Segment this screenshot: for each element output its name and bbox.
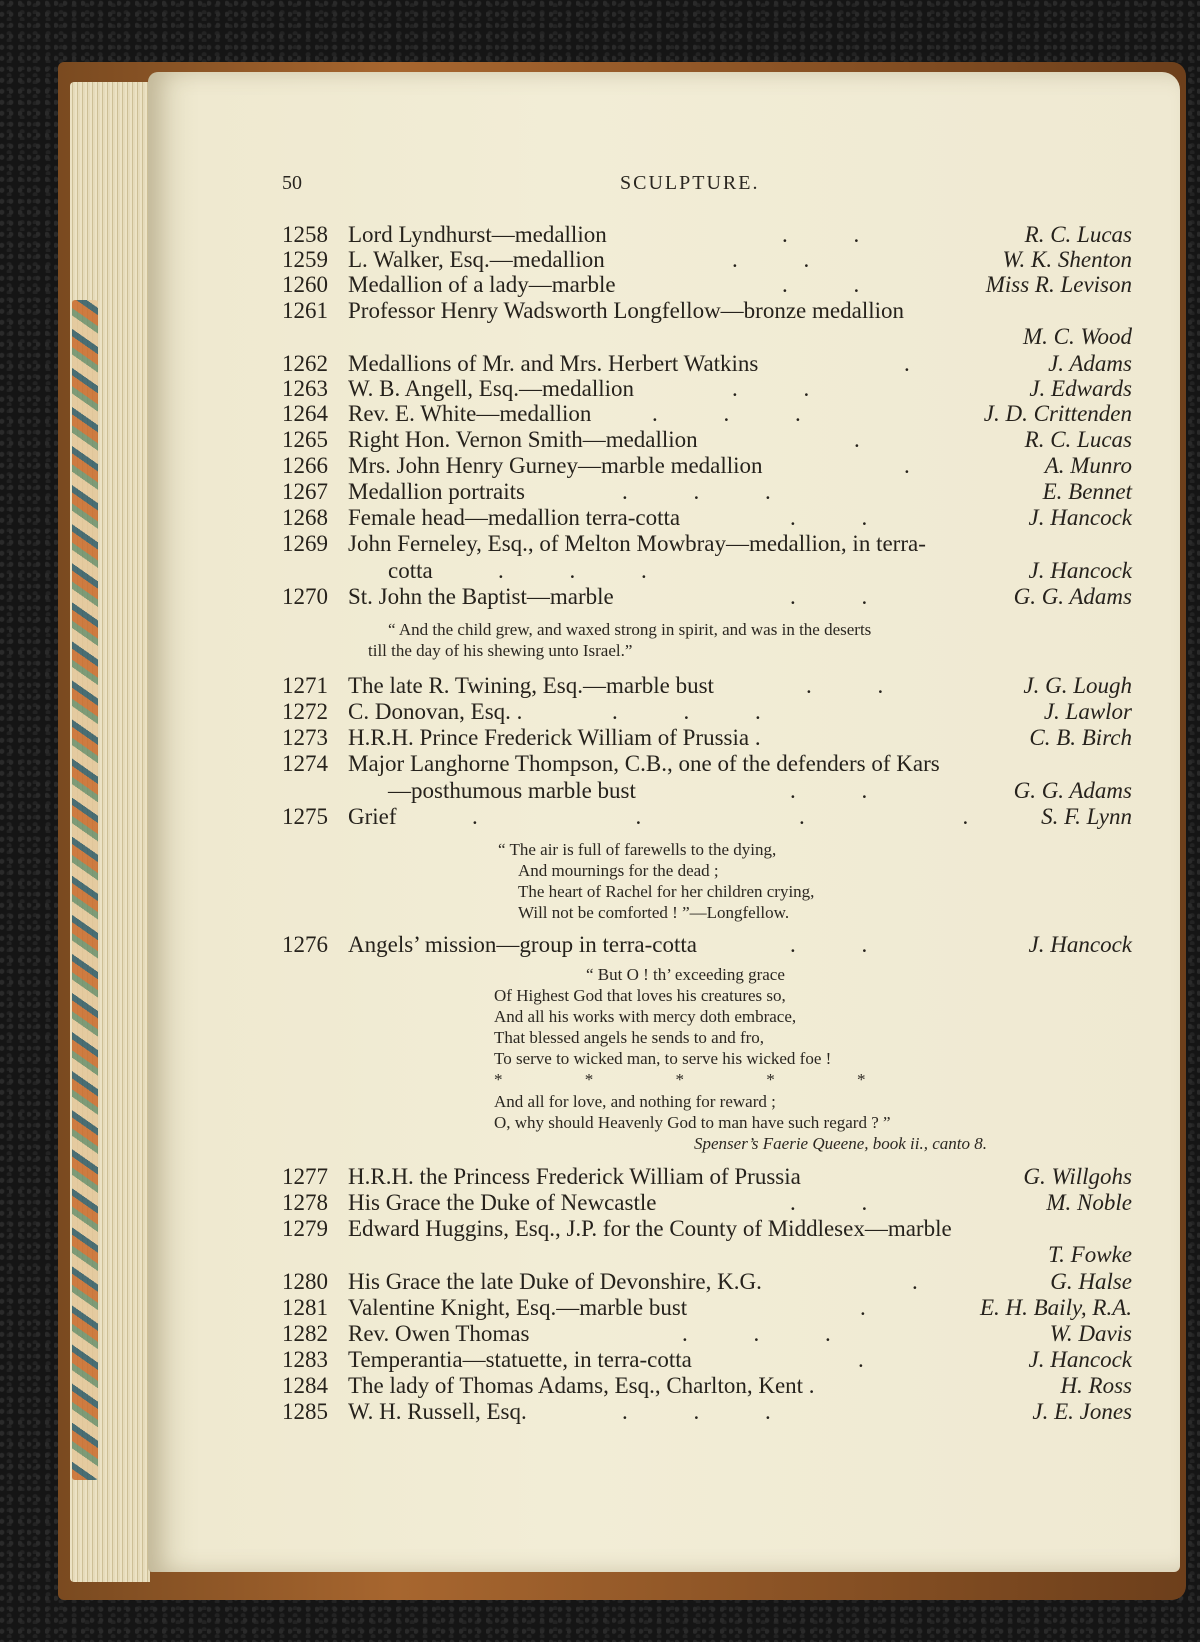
leader-dots: . . bbox=[790, 778, 868, 803]
entry-title: Angels’ mission—group in terra-cotta bbox=[348, 932, 697, 957]
catalogue-entry bbox=[282, 1398, 1132, 1426]
quote-line: To serve to wicked man, to serve his wicked foe ! bbox=[494, 1049, 832, 1068]
entry-artist: J. Adams bbox=[1048, 351, 1132, 376]
running-head bbox=[282, 172, 1082, 202]
entry-number: 1264 bbox=[282, 401, 328, 426]
catalogue-entry-continuation bbox=[282, 777, 1132, 805]
catalogue-entry bbox=[282, 530, 1132, 558]
entry-number: 1261 bbox=[282, 298, 328, 323]
catalogue-entry bbox=[282, 1320, 1132, 1348]
catalogue-entry-continuation bbox=[282, 1241, 1132, 1269]
entry-number: 1271 bbox=[282, 673, 328, 698]
catalogue-entry bbox=[282, 221, 1132, 249]
leader-dots: . . . bbox=[652, 401, 801, 426]
leader-dots: . . bbox=[732, 247, 810, 272]
entry-title: Rev. E. White—medallion bbox=[348, 401, 592, 426]
entry-title: John Ferneley, Esq., of Melton Mowbray—medallion, in terra- bbox=[348, 531, 926, 556]
entry-artist: J. Hancock bbox=[1028, 1347, 1132, 1372]
leader-dots: . . bbox=[790, 505, 868, 530]
entry-artist: M. C. Wood bbox=[1022, 324, 1132, 349]
entry-number: 1272 bbox=[282, 699, 328, 724]
entry-number: 1258 bbox=[282, 222, 328, 247]
entry-number: 1279 bbox=[282, 1216, 328, 1241]
entry-title: W. B. Angell, Esq.—medallion bbox=[348, 376, 634, 401]
entry-title: Edward Huggins, Esq., J.P. for the County of Middlesex—marble bbox=[348, 1216, 952, 1241]
entry-title: —posthumous marble bust bbox=[388, 778, 636, 803]
entry-title: L. Walker, Esq.—medallion bbox=[348, 247, 605, 272]
entry-title: Valentine Knight, Esq.—marble bust bbox=[348, 1295, 688, 1320]
entry-artist: C. B. Birch bbox=[1029, 725, 1132, 750]
catalogue-entry bbox=[282, 297, 1132, 325]
entry-artist: Miss R. Levison bbox=[985, 272, 1132, 297]
entry-number: 1281 bbox=[282, 1295, 328, 1320]
catalogue-entry bbox=[282, 931, 1132, 959]
entry-title: His Grace the late Duke of Devonshire, K.G. bbox=[348, 1269, 762, 1294]
catalogue-entry bbox=[282, 1215, 1132, 1243]
leader-dots: . . . bbox=[622, 479, 771, 504]
marbled-endpaper bbox=[72, 300, 98, 1480]
entry-title: H.R.H. the Princess Frederick William of Prussia bbox=[348, 1164, 801, 1189]
entry-number: 1274 bbox=[282, 751, 328, 776]
entry-number: 1284 bbox=[282, 1373, 328, 1398]
entry-number: 1265 bbox=[282, 427, 328, 452]
entry-number: 1283 bbox=[282, 1347, 328, 1372]
leader-dots: . . bbox=[782, 272, 860, 297]
leader-dots: . bbox=[912, 1269, 918, 1294]
entry-artist: J. D. Crittenden bbox=[983, 401, 1132, 426]
leader-dots: . . . bbox=[612, 699, 761, 724]
quote-line: “ And the child grew, and waxed strong in spirit, and was in the deserts bbox=[388, 620, 872, 639]
leader-dots: . . bbox=[790, 1190, 868, 1215]
catalogue-entry bbox=[282, 724, 1132, 752]
entry-artist: H. Ross bbox=[1060, 1373, 1132, 1398]
quote-line: And all for love, and nothing for reward ; bbox=[494, 1092, 776, 1111]
entry-artist: J. Edwards bbox=[1029, 376, 1132, 401]
entry-artist: J. Hancock bbox=[1028, 558, 1132, 583]
entry-title: Mrs. John Henry Gurney—marble medallion bbox=[348, 453, 763, 478]
leader-dots: . . . bbox=[622, 1399, 771, 1424]
entry-title: St. John the Baptist—marble bbox=[348, 584, 614, 609]
leader-dots: . bbox=[854, 427, 860, 452]
ellipsis-stars: * * * * * bbox=[494, 1070, 866, 1089]
entry-title: Right Hon. Vernon Smith—medallion bbox=[348, 427, 698, 452]
entry-artist: J. Lawlor bbox=[1043, 699, 1132, 724]
page-number: 50 bbox=[282, 172, 302, 194]
entry-number: 1282 bbox=[282, 1321, 328, 1346]
entry-artist: W. K. Shenton bbox=[1002, 247, 1132, 272]
entry-title: Temperantia—statuette, in terra-cotta bbox=[348, 1347, 692, 1372]
entry-number: 1273 bbox=[282, 725, 328, 750]
entry-number: 1285 bbox=[282, 1399, 328, 1424]
catalogue-entry bbox=[282, 426, 1132, 454]
entry-artist: G. G. Adams bbox=[1013, 778, 1132, 803]
quote-line: “ The air is full of farewells to the dying, bbox=[498, 840, 777, 859]
leader-dots: . bbox=[860, 1295, 866, 1320]
entry-artist: S. F. Lynn bbox=[1041, 804, 1132, 829]
entry-title: Major Langhorne Thompson, C.B., one of the defenders of Kars bbox=[348, 751, 940, 776]
leader-dots: . bbox=[904, 351, 910, 376]
entry-number: 1266 bbox=[282, 453, 328, 478]
entry-number: 1270 bbox=[282, 584, 328, 609]
catalogue-entry bbox=[282, 504, 1132, 532]
entry-title: H.R.H. Prince Frederick William of Prussia . bbox=[348, 725, 761, 750]
quote-line: And all his works with mercy doth embrace, bbox=[494, 1007, 797, 1026]
catalogue-entry bbox=[282, 452, 1132, 480]
leader-dots: . . . . bbox=[472, 804, 1045, 829]
entry-artist: R. C. Lucas bbox=[1024, 427, 1132, 452]
quote-line: That blessed angels he sends to and fro, bbox=[494, 1028, 765, 1047]
catalogue-entry bbox=[282, 1372, 1132, 1400]
leader-dots: . . bbox=[732, 376, 810, 401]
entry-artist: A. Munro bbox=[1044, 453, 1132, 478]
catalogue-entry bbox=[282, 350, 1132, 378]
quote-line: till the day of his shewing unto Israel.” bbox=[368, 641, 633, 660]
entry-title: Medallions of Mr. and Mrs. Herbert Watkins bbox=[348, 351, 759, 376]
catalogue-entry bbox=[282, 375, 1132, 403]
entry-number: 1280 bbox=[282, 1269, 328, 1294]
entry-number: 1276 bbox=[282, 932, 328, 957]
entry-number: 1277 bbox=[282, 1164, 328, 1189]
catalogue-entry bbox=[282, 1346, 1132, 1374]
catalogue-entry bbox=[282, 803, 1132, 831]
entry-title: Medallion portraits bbox=[348, 479, 525, 504]
leader-dots: . . . bbox=[498, 558, 647, 583]
epigraph-1270 bbox=[368, 619, 872, 661]
catalogue-entry-continuation bbox=[282, 557, 1132, 585]
epigraph-1276 bbox=[494, 964, 987, 1154]
entry-number: 1268 bbox=[282, 505, 328, 530]
leader-dots: . . . bbox=[682, 1321, 831, 1346]
quote-line: Will not be comforted ! ”—Longfellow. bbox=[518, 903, 790, 922]
quote-source: Spenser’s Faerie Queene, book ii., canto 8. bbox=[694, 1134, 988, 1153]
catalogue-entry bbox=[282, 1268, 1132, 1296]
entry-artist: J. Hancock bbox=[1028, 505, 1132, 530]
entry-number: 1269 bbox=[282, 531, 328, 556]
entry-artist: R. C. Lucas bbox=[1024, 222, 1132, 247]
catalogue-entry bbox=[282, 400, 1132, 428]
catalogue-entry bbox=[282, 698, 1132, 726]
entry-title: Grief bbox=[348, 804, 397, 829]
entry-artist: E. H. Baily, R.A. bbox=[979, 1295, 1132, 1320]
entry-title: His Grace the Duke of Newcastle bbox=[348, 1190, 657, 1215]
entry-artist: G. G. Adams bbox=[1013, 584, 1132, 609]
entry-number: 1267 bbox=[282, 479, 328, 504]
catalogue-entry bbox=[282, 246, 1132, 274]
epigraph-1275 bbox=[498, 839, 814, 923]
leader-dots: . . bbox=[806, 673, 884, 698]
entry-artist: J. E. Jones bbox=[1032, 1399, 1132, 1424]
entry-artist: G. Halse bbox=[1050, 1269, 1132, 1294]
entry-title: cotta bbox=[388, 558, 433, 583]
entry-artist: W. Davis bbox=[1049, 1321, 1132, 1346]
catalogue-entry bbox=[282, 1189, 1132, 1217]
quote-line: And mournings for the dead ; bbox=[518, 861, 719, 880]
catalogue-entry bbox=[282, 583, 1132, 611]
entry-title: The lady of Thomas Adams, Esq., Charlton, Kent . bbox=[348, 1373, 815, 1398]
entry-title: Lord Lyndhurst—medallion bbox=[348, 222, 607, 247]
catalogue-entry-continuation bbox=[282, 323, 1132, 351]
entry-number: 1262 bbox=[282, 351, 328, 376]
entry-number: 1259 bbox=[282, 247, 328, 272]
entry-title: Rev. Owen Thomas bbox=[348, 1321, 530, 1346]
catalogue-entry bbox=[282, 271, 1132, 299]
quote-line: O, why should Heavenly God to man have such regard ? ” bbox=[494, 1113, 891, 1132]
entry-artist: J. G. Lough bbox=[1023, 673, 1132, 698]
leader-dots: . bbox=[858, 1347, 864, 1372]
entry-title: Professor Henry Wadsworth Longfellow—bronze medallion bbox=[348, 298, 904, 323]
entry-number: 1260 bbox=[282, 272, 328, 297]
entry-number: 1278 bbox=[282, 1190, 328, 1215]
entry-artist: J. Hancock bbox=[1028, 932, 1132, 957]
entry-title: Medallion of a lady—marble bbox=[348, 272, 616, 297]
leader-dots: . . bbox=[790, 932, 868, 957]
entry-number: 1263 bbox=[282, 376, 328, 401]
catalogue-entry bbox=[282, 750, 1132, 778]
entry-artist: T. Fowke bbox=[1048, 1242, 1132, 1267]
entry-title: W. H. Russell, Esq. bbox=[348, 1399, 527, 1424]
entry-artist: G. Willgohs bbox=[1023, 1164, 1132, 1189]
quote-line: The heart of Rachel for her children crying, bbox=[518, 882, 815, 901]
catalogue-entry bbox=[282, 672, 1132, 700]
entry-title: C. Donovan, Esq. . bbox=[348, 699, 523, 724]
entry-title: The late R. Twining, Esq.—marble bust bbox=[348, 673, 714, 698]
entry-artist: E. Bennet bbox=[1042, 479, 1132, 504]
entry-number: 1275 bbox=[282, 804, 328, 829]
entry-title: Female head—medallion terra-cotta bbox=[348, 505, 681, 530]
catalogue-entry bbox=[282, 478, 1132, 506]
leader-dots: . bbox=[904, 453, 910, 478]
catalogue-entry bbox=[282, 1163, 1132, 1191]
catalogue-entry bbox=[282, 1294, 1132, 1322]
quote-line: “ But O ! th’ exceeding grace bbox=[586, 965, 785, 984]
leader-dots: . . bbox=[790, 584, 868, 609]
quote-line: Of Highest God that loves his creatures so, bbox=[494, 986, 786, 1005]
section-title: SCULPTURE. bbox=[620, 172, 760, 194]
entry-artist: M. Noble bbox=[1046, 1190, 1132, 1215]
leader-dots: . . bbox=[782, 222, 860, 247]
